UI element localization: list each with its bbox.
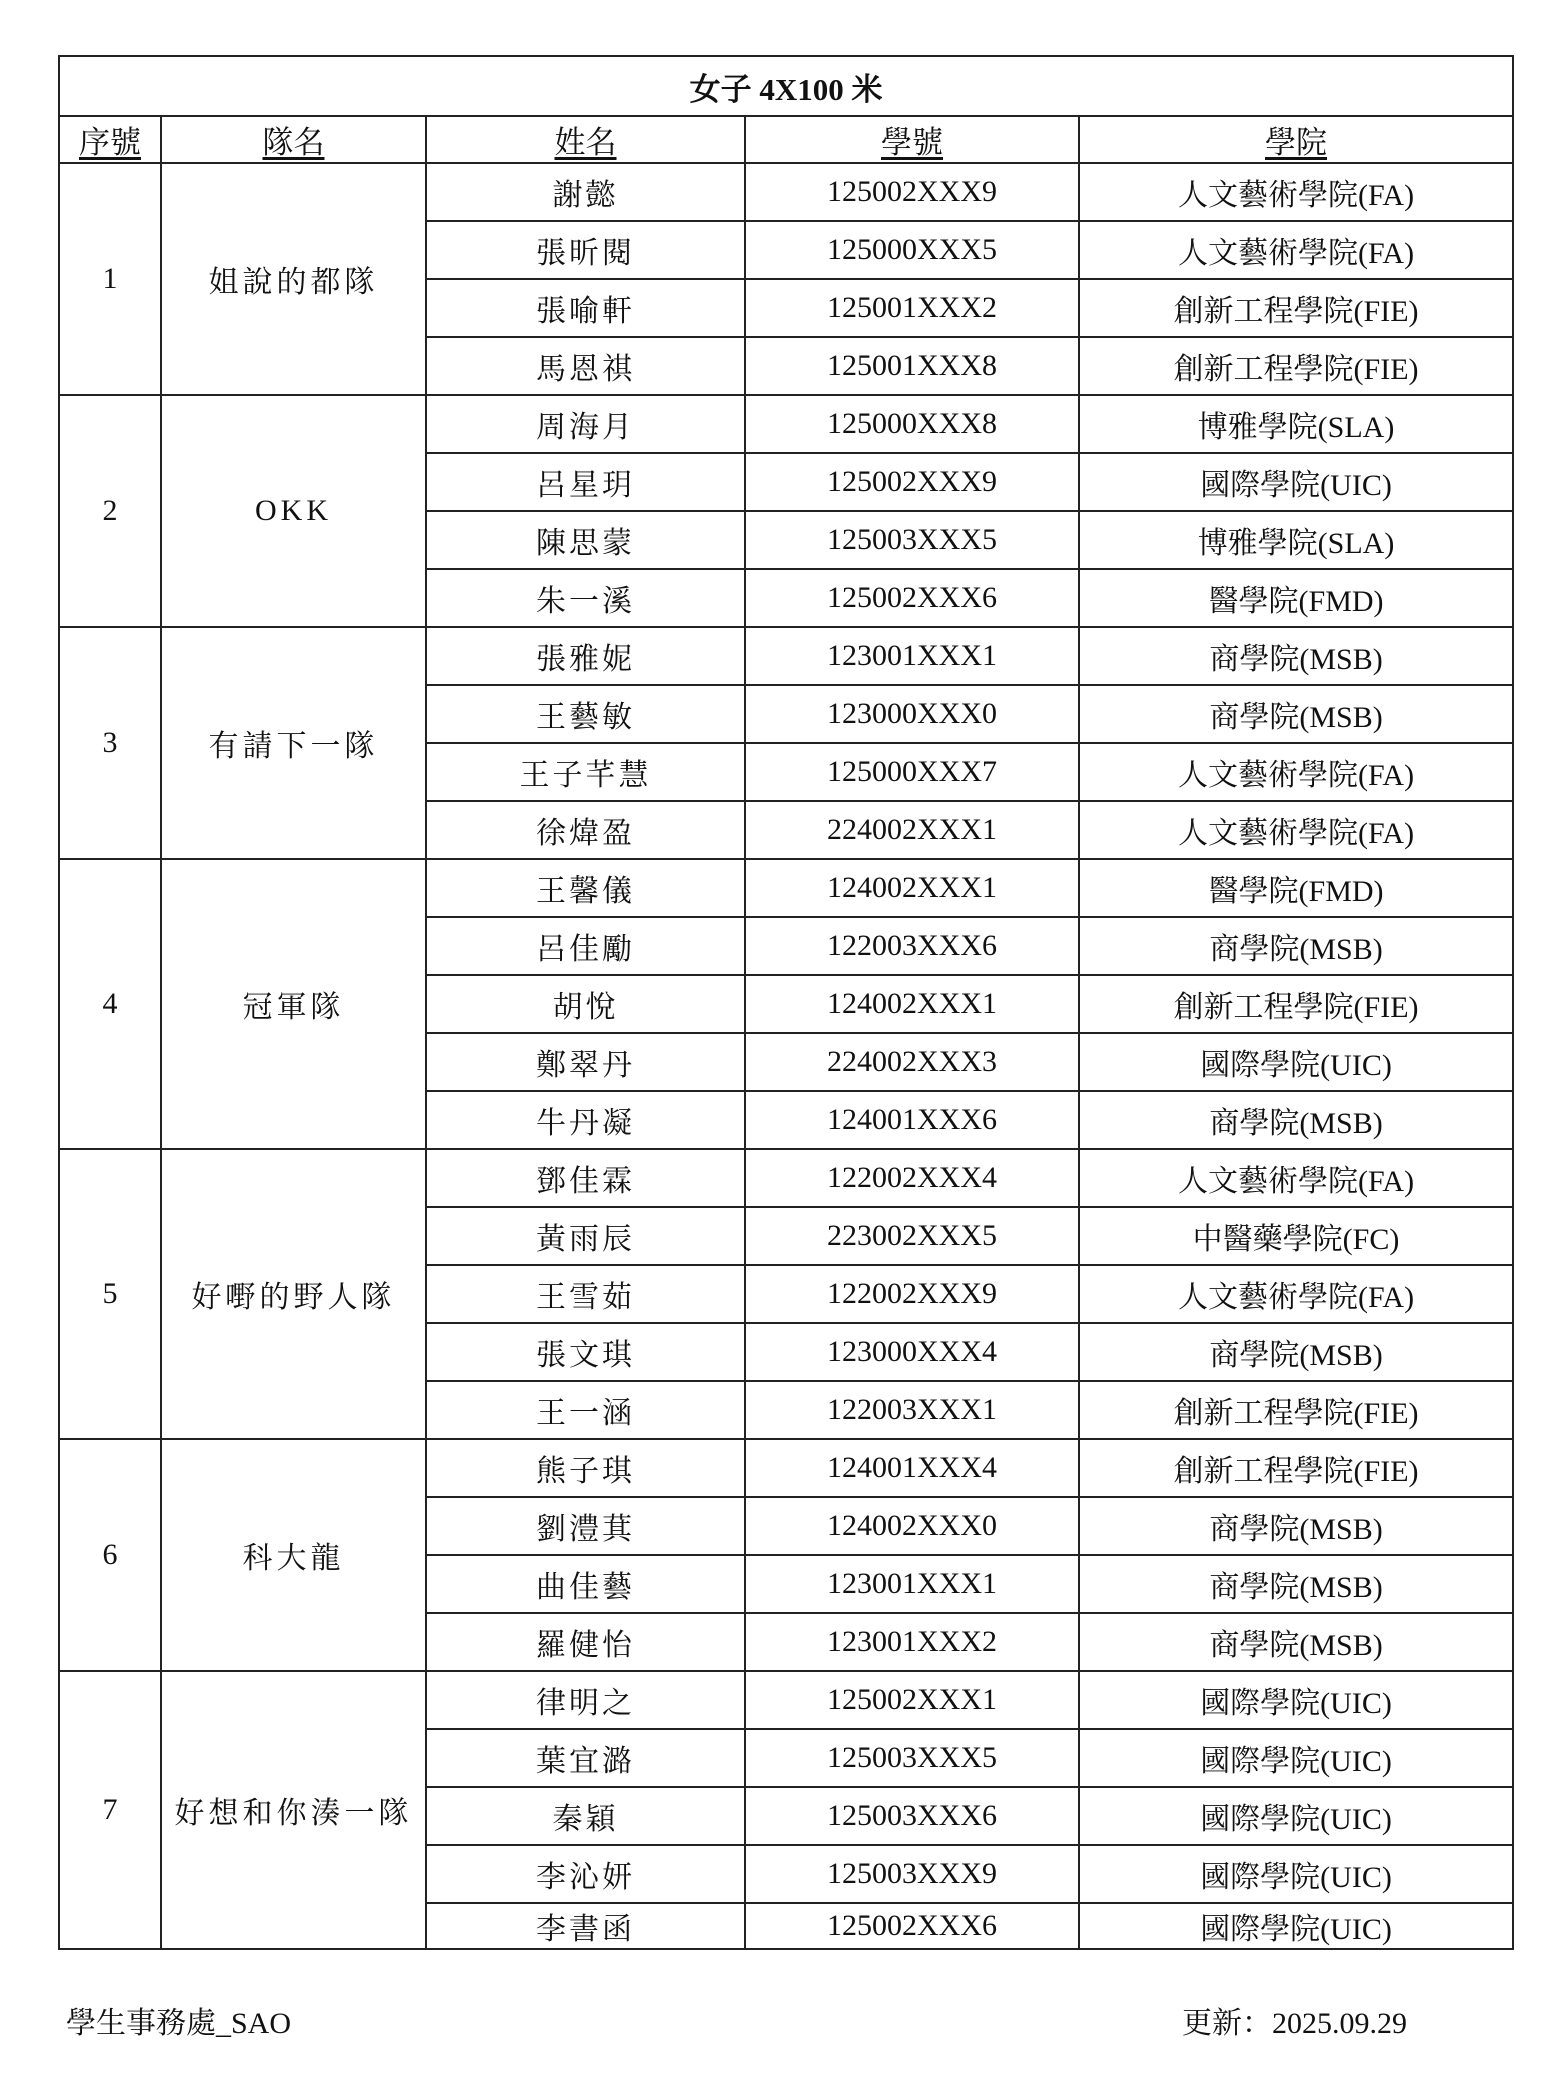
college-cell: 國際學院(UIC): [1079, 1903, 1513, 1949]
member-name-cell: 張昕閱: [426, 221, 745, 279]
member-name-cell: 張文琪: [426, 1323, 745, 1381]
student-id-cell: 122002XXX9: [745, 1265, 1079, 1323]
student-id-cell: 122002XXX4: [745, 1149, 1079, 1207]
student-id-cell: 125002XXX6: [745, 569, 1079, 627]
member-name-cell: 周海月: [426, 395, 745, 453]
member-name-cell: 秦穎: [426, 1787, 745, 1845]
student-id-cell: 124002XXX1: [745, 975, 1079, 1033]
college-cell: 國際學院(UIC): [1079, 1033, 1513, 1091]
team-name-cell: 科大龍: [161, 1439, 426, 1671]
college-cell: 人文藝術學院(FA): [1079, 1265, 1513, 1323]
college-cell: 創新工程學院(FIE): [1079, 337, 1513, 395]
member-name-cell: 羅健怡: [426, 1613, 745, 1671]
table-body: [59, 163, 1513, 1949]
student-id-cell: 125003XXX9: [745, 1845, 1079, 1903]
student-id-cell: 223002XXX5: [745, 1207, 1079, 1265]
member-name-cell: 張雅妮: [426, 627, 745, 685]
table-header-row: [59, 116, 1513, 163]
college-cell: 創新工程學院(FIE): [1079, 279, 1513, 337]
table-row: [59, 859, 1513, 917]
member-name-cell: 謝懿: [426, 163, 745, 221]
team-index-cell: 4: [59, 859, 161, 1149]
member-name-cell: 陳思蒙: [426, 511, 745, 569]
member-name-cell: 呂星玥: [426, 453, 745, 511]
college-cell: 國際學院(UIC): [1079, 453, 1513, 511]
table-row: [59, 1671, 1513, 1729]
student-id-cell: 122003XXX6: [745, 917, 1079, 975]
student-id-cell: 122003XXX1: [745, 1381, 1079, 1439]
student-id-cell: 123001XXX2: [745, 1613, 1079, 1671]
header-student-id: 學號: [745, 116, 1079, 163]
student-id-cell: 124001XXX6: [745, 1091, 1079, 1149]
team-name-cell: 冠軍隊: [161, 859, 426, 1149]
college-cell: 人文藝術學院(FA): [1079, 1149, 1513, 1207]
college-cell: 人文藝術學院(FA): [1079, 743, 1513, 801]
college-cell: 中醫藥學院(FC): [1079, 1207, 1513, 1265]
team-name-cell: 有請下一隊: [161, 627, 426, 859]
member-name-cell: 劉澧萁: [426, 1497, 745, 1555]
college-cell: 創新工程學院(FIE): [1079, 1439, 1513, 1497]
college-cell: 商學院(MSB): [1079, 1613, 1513, 1671]
college-cell: 商學院(MSB): [1079, 1323, 1513, 1381]
table-row: [59, 395, 1513, 453]
student-id-cell: 125003XXX5: [745, 511, 1079, 569]
header-name: 姓名: [426, 116, 745, 163]
student-id-cell: 124002XXX0: [745, 1497, 1079, 1555]
footer-office: 學生事務處_SAO: [66, 2007, 292, 2040]
team-index-cell: 7: [59, 1671, 161, 1949]
member-name-cell: 王雪茹: [426, 1265, 745, 1323]
college-cell: 人文藝術學院(FA): [1079, 163, 1513, 221]
member-name-cell: 鄭翠丹: [426, 1033, 745, 1091]
student-id-cell: 123000XXX4: [745, 1323, 1079, 1381]
member-name-cell: 牛丹凝: [426, 1091, 745, 1149]
team-index-cell: 6: [59, 1439, 161, 1671]
team-roster-table: [58, 55, 1514, 1950]
student-id-cell: 123001XXX1: [745, 627, 1079, 685]
member-name-cell: 王一涵: [426, 1381, 745, 1439]
college-cell: 商學院(MSB): [1079, 1497, 1513, 1555]
student-id-cell: 224002XXX1: [745, 801, 1079, 859]
college-cell: 國際學院(UIC): [1079, 1845, 1513, 1903]
college-cell: 創新工程學院(FIE): [1079, 975, 1513, 1033]
table-row: [59, 1149, 1513, 1207]
table-row: [59, 163, 1513, 221]
header-index: 序號: [59, 116, 161, 163]
member-name-cell: 李書函: [426, 1903, 745, 1949]
member-name-cell: 黃雨辰: [426, 1207, 745, 1265]
college-cell: 商學院(MSB): [1079, 627, 1513, 685]
member-name-cell: 李沁妍: [426, 1845, 745, 1903]
footer-updated-date: 更新：2025.09.29: [1182, 2007, 1407, 2040]
member-name-cell: 朱一溪: [426, 569, 745, 627]
student-id-cell: 224002XXX3: [745, 1033, 1079, 1091]
team-index-cell: 5: [59, 1149, 161, 1439]
college-cell: 國際學院(UIC): [1079, 1729, 1513, 1787]
student-id-cell: 123000XXX0: [745, 685, 1079, 743]
student-id-cell: 125002XXX6: [745, 1903, 1079, 1949]
team-name-cell: 好想和你湊一隊: [161, 1671, 426, 1949]
team-index-cell: 1: [59, 163, 161, 395]
student-id-cell: 125002XXX1: [745, 1671, 1079, 1729]
student-id-cell: 124002XXX1: [745, 859, 1079, 917]
college-cell: 商學院(MSB): [1079, 685, 1513, 743]
team-name-cell: 姐說的都隊: [161, 163, 426, 395]
member-name-cell: 呂佳勵: [426, 917, 745, 975]
member-name-cell: 王馨儀: [426, 859, 745, 917]
college-cell: 博雅學院(SLA): [1079, 511, 1513, 569]
member-name-cell: 葉宜潞: [426, 1729, 745, 1787]
member-name-cell: 熊子琪: [426, 1439, 745, 1497]
college-cell: 商學院(MSB): [1079, 1555, 1513, 1613]
college-cell: 醫學院(FMD): [1079, 859, 1513, 917]
college-cell: 人文藝術學院(FA): [1079, 221, 1513, 279]
table-title-row: [59, 56, 1513, 116]
member-name-cell: 徐煒盈: [426, 801, 745, 859]
student-id-cell: 125002XXX9: [745, 163, 1079, 221]
table-title: 女子 4X100 米: [59, 56, 1513, 116]
student-id-cell: 125000XXX8: [745, 395, 1079, 453]
member-name-cell: 張喻軒: [426, 279, 745, 337]
student-id-cell: 125001XXX2: [745, 279, 1079, 337]
member-name-cell: 鄧佳霖: [426, 1149, 745, 1207]
student-id-cell: 125003XXX6: [745, 1787, 1079, 1845]
team-name-cell: 好嘢的野人隊: [161, 1149, 426, 1439]
student-id-cell: 124001XXX4: [745, 1439, 1079, 1497]
student-id-cell: 125001XXX8: [745, 337, 1079, 395]
student-id-cell: 125000XXX5: [745, 221, 1079, 279]
student-id-cell: 125000XXX7: [745, 743, 1079, 801]
member-name-cell: 胡悅: [426, 975, 745, 1033]
header-team: 隊名: [161, 116, 426, 163]
member-name-cell: 曲佳藝: [426, 1555, 745, 1613]
college-cell: 人文藝術學院(FA): [1079, 801, 1513, 859]
team-index-cell: 3: [59, 627, 161, 859]
member-name-cell: 王子芊慧: [426, 743, 745, 801]
student-id-cell: 125002XXX9: [745, 453, 1079, 511]
student-id-cell: 125003XXX5: [745, 1729, 1079, 1787]
table-row: [59, 627, 1513, 685]
student-id-cell: 123001XXX1: [745, 1555, 1079, 1613]
college-cell: 商學院(MSB): [1079, 1091, 1513, 1149]
header-college: 學院: [1079, 116, 1513, 163]
college-cell: 醫學院(FMD): [1079, 569, 1513, 627]
college-cell: 國際學院(UIC): [1079, 1671, 1513, 1729]
member-name-cell: 律明之: [426, 1671, 745, 1729]
member-name-cell: 馬恩祺: [426, 337, 745, 395]
member-name-cell: 王藝敏: [426, 685, 745, 743]
team-name-cell: OKK: [161, 395, 426, 627]
college-cell: 國際學院(UIC): [1079, 1787, 1513, 1845]
team-index-cell: 2: [59, 395, 161, 627]
college-cell: 商學院(MSB): [1079, 917, 1513, 975]
college-cell: 博雅學院(SLA): [1079, 395, 1513, 453]
table-row: [59, 1439, 1513, 1497]
college-cell: 創新工程學院(FIE): [1079, 1381, 1513, 1439]
